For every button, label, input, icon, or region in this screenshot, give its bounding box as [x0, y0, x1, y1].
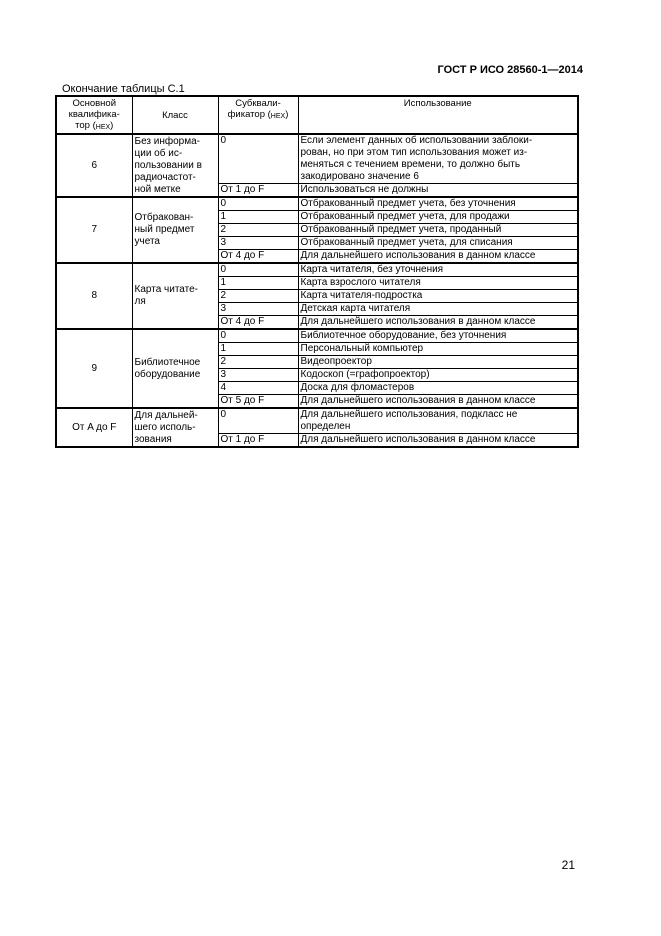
subqualifier-cell: От 4 до F — [218, 316, 298, 330]
usage-line: Для дальнейшего использования в данном классе — [300, 250, 536, 261]
header-usage: Использование — [298, 96, 578, 134]
header-qualifier-sub: HEX — [95, 124, 111, 131]
qualifier-cell: 8 — [56, 263, 132, 329]
usage-cell — [298, 356, 578, 369]
usage-line: Если элемент данных об использовании заблоки- — [300, 135, 533, 146]
usage-cell — [298, 343, 578, 356]
class-line: Карта читате- — [134, 284, 199, 295]
usage-line: Библиотечное оборудование, без уточнения — [300, 330, 507, 341]
table-row — [56, 134, 578, 184]
usage-cell — [298, 263, 578, 277]
usage-line: Детская карта читателя — [300, 303, 411, 314]
subqualifier-cell: 1 — [218, 277, 298, 290]
usage-cell — [298, 369, 578, 382]
usage-cell — [298, 329, 578, 343]
usage-cell — [298, 211, 578, 224]
subqualifier-cell: 4 — [218, 382, 298, 395]
qualifier-cell: 6 — [56, 134, 132, 197]
usage-line: Карта взрослого читателя — [300, 277, 421, 288]
subqualifier-cell: 2 — [218, 290, 298, 303]
usage-cell — [298, 134, 578, 184]
usage-cell — [298, 316, 578, 330]
usage-line: Отбракованный предмет учета, для списания — [300, 237, 513, 248]
subqualifier-cell: 1 — [218, 211, 298, 224]
table-header-row — [56, 96, 578, 134]
usage-cell — [298, 395, 578, 409]
document-code: ГОСТ Р ИСО 28560-1—2014 — [437, 64, 583, 76]
usage-cell — [298, 184, 578, 198]
usage-line: меняться с течением времени, то должно быть — [300, 159, 521, 170]
usage-cell — [298, 303, 578, 316]
class-cell — [132, 329, 218, 408]
header-qualifier-line: Основной — [72, 98, 117, 109]
usage-line: определен — [300, 421, 351, 432]
usage-line: Карта читателя, без уточнения — [300, 264, 444, 275]
class-line: учета — [134, 236, 160, 247]
usage-cell — [298, 408, 578, 434]
subqualifier-cell: 0 — [218, 134, 298, 184]
class-cell — [132, 197, 218, 263]
header-qualifier — [56, 96, 132, 134]
header-subqualifier-line: фикатор ( — [227, 109, 271, 120]
table-caption: Окончание таблицы С.1 — [62, 83, 185, 95]
subqualifier-cell: 1 — [218, 343, 298, 356]
header-subqualifier-sub: HEX — [270, 113, 286, 120]
usage-line: Отбракованный предмет учета, без уточнения — [300, 198, 516, 209]
qualifier-cell: 9 — [56, 329, 132, 408]
class-cell — [132, 408, 218, 447]
usage-cell — [298, 250, 578, 264]
usage-cell — [298, 237, 578, 250]
usage-line: Использоваться не должны — [300, 184, 429, 195]
class-line: радиочастот- — [134, 171, 196, 183]
subqualifier-cell: От 5 до F — [218, 395, 298, 409]
usage-line: Отбракованный предмет учета, проданный — [300, 224, 502, 235]
subqualifier-cell: 0 — [218, 408, 298, 434]
class-line: пользовании в — [134, 159, 202, 171]
header-class: Класс — [132, 96, 218, 134]
usage-line: Для дальнейшего использования в данном классе — [300, 434, 536, 445]
class-cell — [132, 134, 218, 197]
header-subqualifier — [218, 96, 298, 134]
class-line: Без информа- — [134, 135, 200, 147]
subqualifier-cell: 0 — [218, 263, 298, 277]
usage-line: Доска для фломастеров — [300, 382, 415, 393]
usage-line: рован, но при этом тип использования может из- — [300, 147, 528, 158]
usage-cell — [298, 382, 578, 395]
table-row — [56, 329, 578, 343]
usage-line: Для дальнейшего использования в данном классе — [300, 395, 536, 406]
class-line: ный предмет — [134, 224, 195, 235]
header-subqualifier-close: ) — [285, 109, 289, 120]
qualifier-cell: От A до F — [56, 408, 132, 447]
header-qualifier-line: тор ( — [75, 120, 96, 131]
header-subqualifier-line: Субквали- — [235, 98, 281, 109]
subqualifier-cell: От 4 до F — [218, 250, 298, 264]
usage-cell — [298, 290, 578, 303]
class-line: шего исполь- — [134, 421, 196, 433]
subqualifier-cell: 3 — [218, 237, 298, 250]
class-line: ля — [134, 296, 146, 307]
subqualifier-cell: 0 — [218, 329, 298, 343]
subqualifier-cell: 3 — [218, 303, 298, 316]
class-line: Для дальней- — [134, 409, 198, 421]
usage-table — [55, 95, 579, 448]
class-line: Отбракован- — [134, 212, 194, 223]
class-line: ной метке — [134, 183, 181, 195]
usage-cell — [298, 434, 578, 448]
page-number: 21 — [561, 858, 575, 872]
usage-line: Персональный компьютер — [300, 343, 424, 354]
class-line: Библиотечное — [134, 356, 201, 368]
usage-cell — [298, 197, 578, 211]
qualifier-cell: 7 — [56, 197, 132, 263]
subqualifier-cell: 3 — [218, 369, 298, 382]
class-line: оборудование — [134, 368, 201, 380]
subqualifier-cell: От 1 до F — [218, 434, 298, 448]
table-row — [56, 263, 578, 277]
usage-cell — [298, 277, 578, 290]
subqualifier-cell: От 1 до F — [218, 184, 298, 198]
usage-cell — [298, 224, 578, 237]
subqualifier-cell: 0 — [218, 197, 298, 211]
table-row — [56, 408, 578, 434]
usage-line: закодировано значение 6 — [300, 171, 419, 182]
usage-line: Карта читателя-подростка — [300, 290, 423, 301]
usage-line: Для дальнейшего использования, подкласс не — [300, 409, 518, 420]
table-row — [56, 197, 578, 211]
usage-line: Кодоскоп (=графопроектор) — [300, 369, 430, 380]
usage-line: Видеопроектор — [300, 356, 372, 367]
header-qualifier-close: ) — [110, 120, 114, 131]
usage-line: Для дальнейшего использования в данном классе — [300, 316, 536, 327]
subqualifier-cell: 2 — [218, 224, 298, 237]
class-line: зования — [134, 433, 172, 445]
usage-line: Отбракованный предмет учета, для продажи — [300, 211, 510, 222]
class-line: ции об ис- — [134, 147, 183, 159]
subqualifier-cell: 2 — [218, 356, 298, 369]
header-qualifier-line: квалифика- — [68, 109, 120, 120]
class-cell — [132, 263, 218, 329]
